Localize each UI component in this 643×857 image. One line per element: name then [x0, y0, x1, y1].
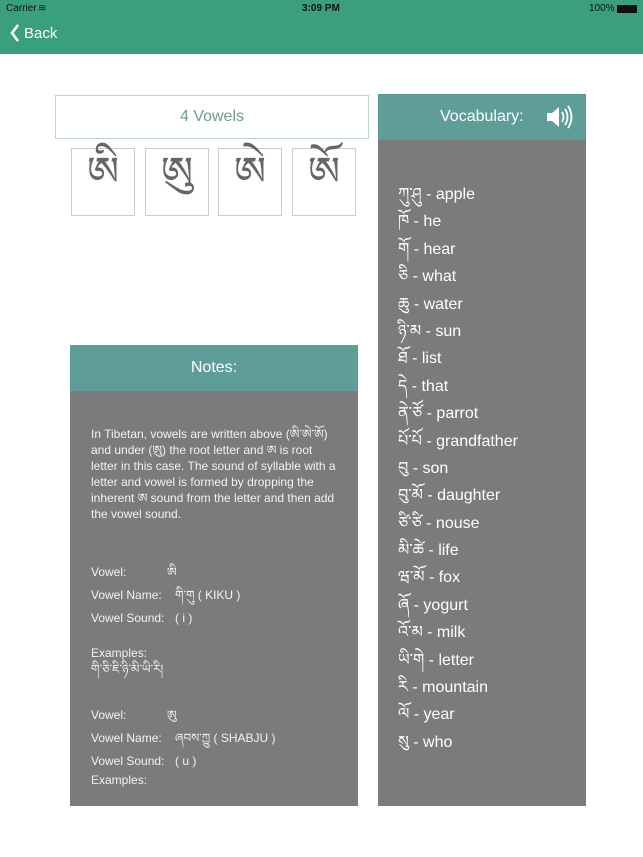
- vocabulary-item[interactable]: བུ - son: [398, 459, 449, 477]
- vowel-label: Vowel:: [91, 708, 127, 722]
- vowel-sound-label: Vowel Sound:: [91, 611, 165, 625]
- vocabulary-item[interactable]: པོ་པོ - grandfather: [398, 432, 518, 450]
- vowel-value: ཨི: [167, 565, 177, 579]
- vowel-name-value: གི་གུ ( KIKU ): [175, 588, 241, 602]
- vocabulary-item[interactable]: ཉི་མ - sun: [398, 322, 462, 340]
- speaker-icon[interactable]: [545, 105, 575, 129]
- battery-icon: [617, 5, 637, 13]
- vocabulary-item[interactable]: ཐོ - list: [398, 350, 442, 368]
- vocabulary-item[interactable]: དེ - that: [398, 377, 449, 395]
- vocabulary-item[interactable]: ནེ་ཙོ - parrot: [398, 405, 479, 423]
- vocabulary-item[interactable]: བུ་མོ - daughter: [398, 487, 501, 505]
- vocabulary-item[interactable]: ཝ་མོ - fox: [398, 569, 461, 587]
- back-label: Back: [24, 24, 58, 42]
- vocabulary-item[interactable]: གོ - hear: [398, 240, 456, 258]
- back-button[interactable]: [10, 24, 57, 42]
- vowel-name-label: Vowel Name:: [91, 588, 162, 602]
- vocabulary-list: [378, 140, 586, 806]
- vowel-card-u[interactable]: ཨུ: [145, 148, 209, 216]
- page-title: 4 Vowels: [55, 95, 369, 139]
- vowel-label: Vowel:: [91, 565, 127, 579]
- wifi-icon: ≋: [38, 3, 47, 14]
- vocabulary-item[interactable]: ཞོ - yogurt: [398, 596, 468, 614]
- vowel-card-i[interactable]: ཨི: [71, 148, 135, 216]
- vowel-name-label: Vowel Name:: [91, 731, 162, 745]
- examples-label: Examples:: [91, 773, 148, 787]
- vowel-card-o[interactable]: ཨོ: [292, 148, 356, 216]
- vowel-sound-label: Vowel Sound:: [91, 754, 165, 768]
- vocabulary-item[interactable]: ཡི་གེ - letter: [398, 651, 475, 669]
- chevron-left-icon: [10, 24, 20, 42]
- carrier-label: Carrier: [6, 3, 37, 14]
- vowel-sound-value: ( u ): [175, 754, 197, 768]
- vocabulary-item[interactable]: ཁོ - he: [398, 213, 442, 231]
- examples-label: Examples:: [91, 646, 148, 660]
- vowel-card-e[interactable]: ཨེ: [218, 148, 282, 216]
- status-time: 3:09 PM: [302, 3, 340, 14]
- notes-header: Notes:: [70, 345, 358, 391]
- vocabulary-item[interactable]: ཆུ - water: [398, 295, 463, 313]
- battery-label: 100%: [589, 3, 615, 14]
- vowel-value: ཨུ: [167, 708, 177, 722]
- examples-value: གི་ཅི་ཇི་ཉི་མི་ཡི་རི།: [91, 662, 164, 676]
- navigation-bar: [0, 0, 643, 54]
- vocabulary-item[interactable]: ཅི - what: [398, 268, 457, 286]
- notes-body[interactable]: [70, 392, 358, 806]
- notes-intro: In Tibetan, vowels are written above (ཨི་ཨེ་ཨོ) and under (ཨུ) the root letter and ཨ is root letter in this case. The sound of syllable with a letter and vowel is formed by dropping the inherent ཨ sound from the letter and then add the vowel sound.: [91, 427, 336, 521]
- vocabulary-item[interactable]: མི་ཚེ - life: [398, 542, 459, 560]
- vocabulary-title: Vocabulary:: [440, 108, 524, 125]
- vocabulary-header: [378, 94, 586, 140]
- vocabulary-item[interactable]: ཀུ་ཤུ - apple: [398, 186, 475, 203]
- vocabulary-item[interactable]: འོ་མ - milk: [398, 624, 466, 642]
- vocabulary-item[interactable]: ཙི་ཙི - nouse: [398, 514, 480, 532]
- vocabulary-item[interactable]: སུ - who: [398, 733, 453, 751]
- vocabulary-item[interactable]: ལོ - year: [398, 706, 455, 724]
- vowel-name-value: ཞབས་ཀྱུ ( SHABJU ): [175, 731, 276, 745]
- vowel-sound-value: ( i ): [175, 611, 193, 625]
- vocabulary-item[interactable]: རི - mountain: [398, 679, 489, 697]
